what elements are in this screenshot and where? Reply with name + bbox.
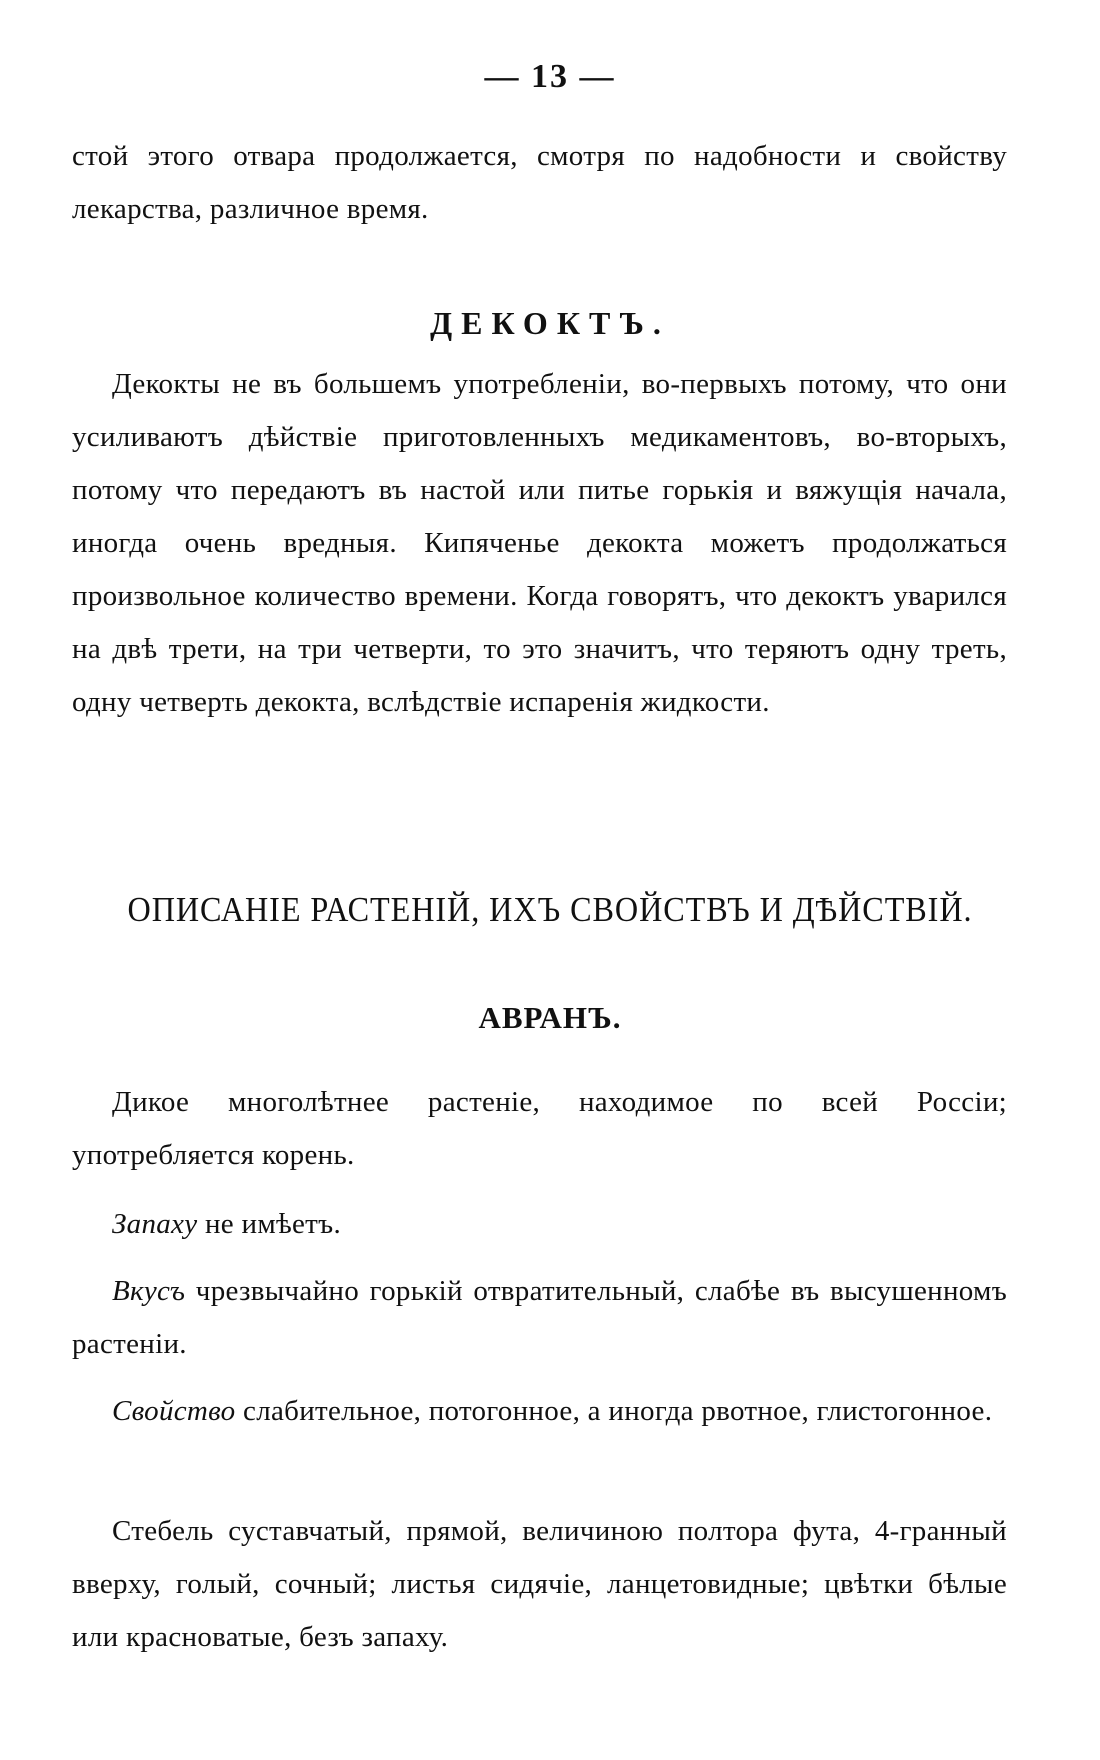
property-text: слабительное, потогонное, а иногда рвотное, глистогонное. [235,1395,993,1427]
dekokt-paragraph: Декокты не въ большемъ употребленіи, во-первыхъ потому, что они усиливаютъ дѣйствіе приготовленныхъ медикаментовъ, во-вторыхъ, потому что передаютъ въ настой или питье горькія и вяжущія начала, иногда очень вредныя. Кипяченье декокта можетъ продолжаться произвольное количество времени. Когда говорятъ, что декоктъ уварился на двѣ трети, на три четверти, то это значитъ, что теряютъ одну треть, одну четверть декокта, вслѣдствіе испаренія жидкости. [72,368,1007,718]
section-heading: ОПИСАНІЕ РАСТЕНІЙ, ИХЪ СВОЙСТВЪ И ДѢЙСТВІЙ. [127,890,973,929]
taste-label: Вкусъ [112,1275,186,1307]
property-label: Свойство [112,1395,236,1427]
avran-stem-paragraph: Стебель суставчатый, прямой, величиною полтора фута, 4-гранный вверху, голый, сочный; листья сидячіе, ланцетовидные; цвѣтки бѣлые или красноватые, безъ запаху. [72,1515,1007,1653]
dekokt-heading: ДЕКОКТЪ. [430,305,670,341]
avran-property-paragraph [72,1385,1007,1438]
intro-paragraph: стой этого отвара продолжается, смотря по надобности и свойству лекарства, различное время. [72,140,1007,225]
smell-label: Запаху [112,1208,198,1240]
avran-smell-paragraph [72,1198,1007,1251]
avran-heading: АВРАНЪ. [478,1000,622,1035]
smell-text: не имѣетъ. [197,1208,342,1240]
page-number: — 13 — [484,58,616,95]
taste-text: чрезвычайно горькій отвратительный, слабѣе въ высушенномъ растеніи. [72,1275,1007,1360]
avran-description-paragraph: Дикое многолѣтнее растеніе, находимое по всей Россіи; употребляется корень. [72,1086,1007,1171]
avran-taste-paragraph [72,1265,1007,1371]
